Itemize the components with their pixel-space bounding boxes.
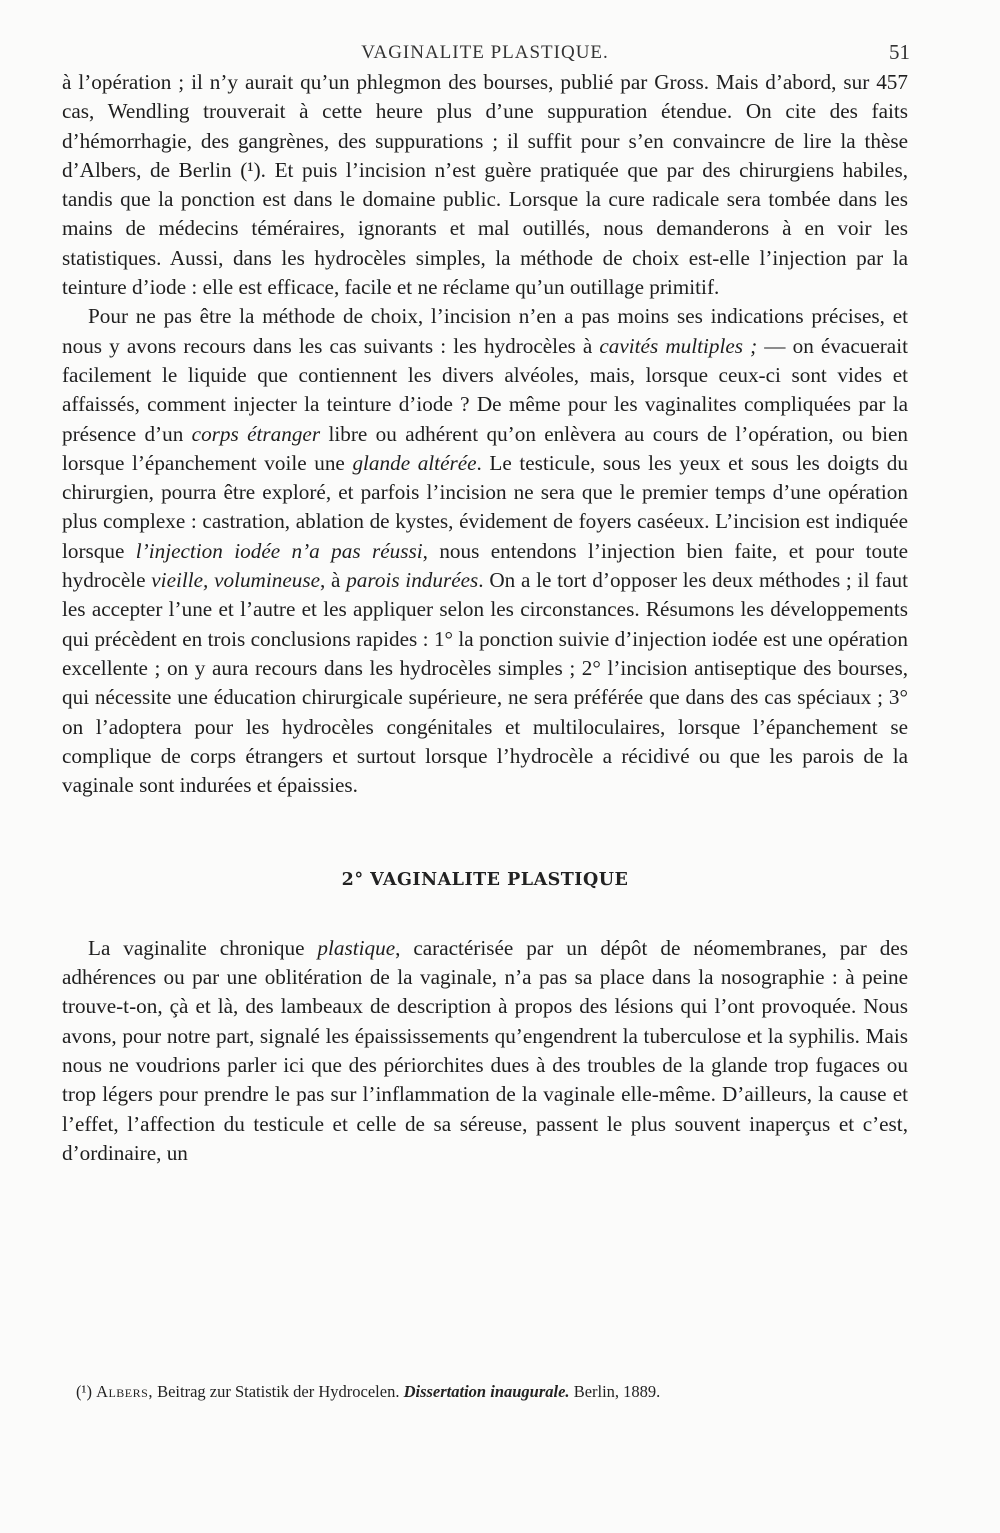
footnote-text: Beitrag zur Statistik der Hydrocelen. <box>152 1382 404 1401</box>
body-text <box>62 68 908 1168</box>
text-run: — on évacuerait facilement le liquide que contiennent les divers alvéoles, mais, lorsque ceux-ci sont vides et affaissés, comment injecter la teinture d’iode ? De même pour les vaginalites compliquées par la présence d’un <box>62 333 908 446</box>
paragraph-1: à l’opération ; il n’y aurait qu’un phlegmon des bourses, publié par Gross. Mais d’abord, sur 457 cas, Wendling trouverait à cette heure plus d’une suppuration étendue. On cite des faits d’hémorrhagie, des gangrènes, des suppurations ; il suffit pour s’en convaincre de lire la thèse d’Albers, de Berlin (¹). Et puis l’incision n’est guère pratiquée que par des chirurgiens habiles, tandis que la ponction est dans le domaine public. Lorsque la cure radicale sera tombée dans les mains de médecins téméraires, ignorants et mal outillés, nous demanderons à en voir les statistiques. Aussi, dans les hydrocèles simples, la méthode de choix est-elle l’injection par la teinture d’iode : elle est efficace, facile et ne réclame qu’un outillage primitif. <box>62 70 908 300</box>
text-run: La vaginalite chronique <box>88 935 318 960</box>
italic-run: vieille, volumineuse <box>151 568 320 593</box>
running-title: VAGINALITE PLASTIQUE. <box>361 42 609 63</box>
footnote <box>76 1380 896 1404</box>
footnote-italic: Dissertation inaugurale. <box>403 1382 570 1401</box>
italic-run: corps étranger <box>191 421 321 446</box>
footnote-author: Albers, <box>96 1382 153 1401</box>
text-run: . On a le tort d’opposer les deux méthodes ; il faut les accepter l’une et l’autre et les appliquer selon les circonstances. Résumons les développements qui précèdent en trois conclusions rapides : 1° la ponction suivie d’injection iodée est une opération excellente ; on y aura recours dans les hydrocèles simples ; 2° l’incision antiseptique des bourses, qui nécessite une éducation chirurgicale supérieure, ne sera préférée que dans des cas spéciaux ; 3° on l’adoptera pour les hydrocèles congénitales et multiloculaires, lorsque l’épanchement se complique de corps étrangers et surtout lorsque l’hydrocèle a récidivé ou que les parois de la vaginale sont indurées et épaissies. <box>62 568 909 798</box>
text-run: , caractérisée par un dépôt de néomembranes, par des adhérences ou par une oblitération de la vaginale, n’a pas sa place dans la nosographie : à peine trouve-t-on, çà et là, des lambeaux de description à propos des lésions qui l’ont provoquée. Nous avons, pour notre part, signalé les épaississements qu’engendrent la tuberculose et la syphilis. Mais nous ne voudrions parler ici que des périorchites dues à des troubles de la glande trop fugaces ou trop légers pour prendre le pas sur l’inflammation de la vaginale elle-même. D’ailleurs, la cause et l’effet, l’affection du testicule et celle de sa séreuse, passent le plus souvent inaperçus et c’est, d’ordinaire, un <box>62 935 908 1165</box>
section-heading: 2° VAGINALITE PLASTIQUE <box>341 870 629 891</box>
page-number: 51 <box>889 40 910 64</box>
italic-run: l’injection iodée n’a pas réussi <box>135 538 423 563</box>
text-run: libre ou adhérent qu’on enlèvera au cours de l’opération, ou bien lorsque l’épanchement voile une <box>62 421 908 475</box>
text-run: Pour ne pas être la méthode de choix, l’incision n’en a pas moins ses indications précises, et nous y avons recours dans les cas suivants : les hydrocèles à <box>62 304 908 358</box>
italic-run: glande altérée <box>352 450 477 475</box>
text-run: , à <box>320 568 347 593</box>
paragraph-3 <box>62 934 908 1168</box>
text-run: , nous entendons l’injection bien faite, et pour toute hydrocèle <box>62 538 909 593</box>
footnote-marker: (¹) <box>76 1382 92 1401</box>
italic-run: parois indurées <box>346 568 479 593</box>
italic-run: plastique <box>317 935 396 960</box>
running-head <box>62 38 908 68</box>
paragraph-2 <box>62 302 908 800</box>
italic-run: cavités multiples ; <box>599 333 758 358</box>
text-run: . Le testicule, sous les yeux et sous les doigts du chirurgien, pourra être exploré, et parfois l’incision ne sera que le premier temps d’une opération plus complexe : castration, ablation de kystes, évidement de foyers caséeux. L’incision est indiquée lorsque <box>62 450 908 563</box>
footnote-tail: Berlin, 1889. <box>569 1382 661 1401</box>
